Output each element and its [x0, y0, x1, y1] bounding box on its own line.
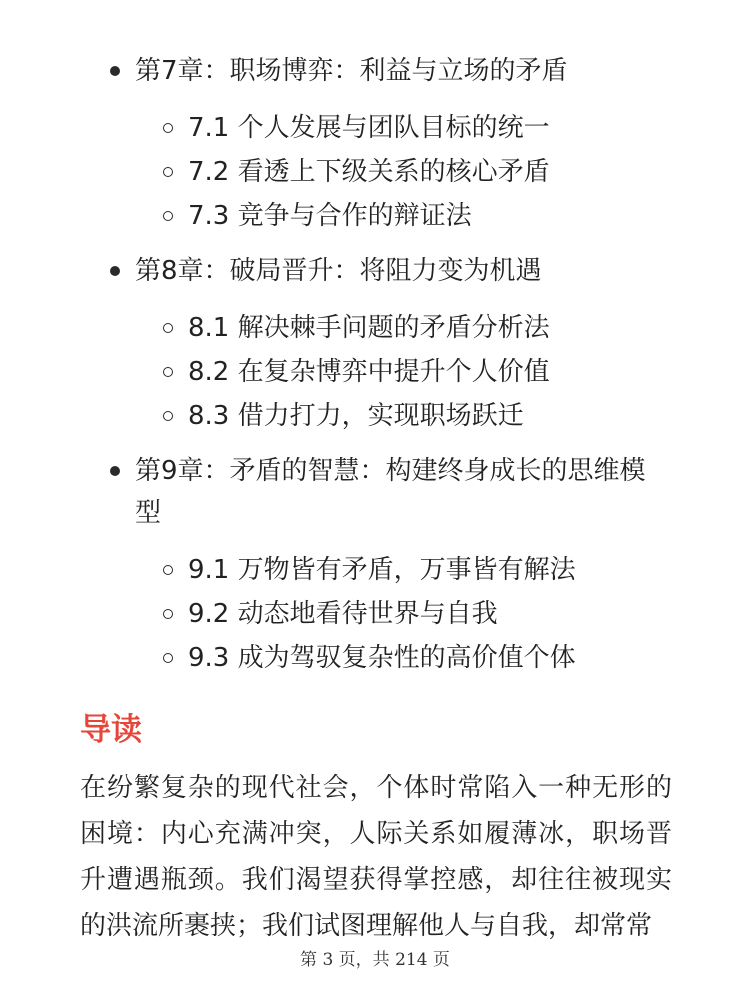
intro-paragraph: 在纷繁复杂的现代社会，个体时常陷入一种无形的困境：内心充满冲突，人际关系如履薄冰，职场晋升遭遇瓶颈。我们渴望获得掌控感，却往往被现实的洪流所裹挟；我们试图理解他人与自我，却常常 [80, 773, 672, 941]
toc-section [135, 592, 670, 636]
toc-chapter-8 [0, 250, 750, 438]
section-title: 7.2 看透上下级关系的核心矛盾 [188, 157, 550, 187]
section-title: 8.3 借力打力，实现职场跃迁 [188, 401, 524, 431]
table-of-contents [0, 50, 750, 692]
section-title: 8.1 解决棘手问题的矛盾分析法 [188, 313, 550, 343]
toc-section [135, 106, 670, 150]
section-list [135, 306, 670, 438]
bullet-icon [110, 66, 120, 76]
section-title: 7.3 竞争与合作的辩证法 [188, 201, 472, 231]
chapter-title: 第8章：破局晋升：将阻力变为机遇 [135, 256, 542, 286]
toc-section [135, 394, 670, 438]
section-title: 9.3 成为驾驭复杂性的高价值个体 [188, 643, 576, 673]
section-title: 9.1 万物皆有矛盾，万事皆有解法 [188, 555, 576, 585]
intro-heading: 导读 [80, 712, 142, 748]
section-title: 7.1 个人发展与团队目标的统一 [188, 113, 550, 143]
toc-section [135, 636, 670, 680]
section-list [135, 106, 670, 238]
hollow-bullet-icon [163, 211, 173, 221]
hollow-bullet-icon [163, 565, 173, 575]
toc-section [135, 194, 670, 238]
hollow-bullet-icon [163, 653, 173, 663]
toc-chapter-9 [0, 450, 750, 680]
bullet-icon [110, 266, 120, 276]
hollow-bullet-icon [163, 167, 173, 177]
hollow-bullet-icon [163, 323, 173, 333]
chapter-title: 第9章：矛盾的智慧：构建终身成长的思维模型 [135, 456, 646, 528]
section-list [135, 548, 670, 680]
section-title: 8.2 在复杂博弈中提升个人价值 [188, 357, 550, 387]
toc-section [135, 548, 670, 592]
hollow-bullet-icon [163, 367, 173, 377]
toc-chapter-7 [0, 50, 750, 238]
hollow-bullet-icon [163, 609, 173, 619]
toc-section [135, 306, 670, 350]
bullet-icon [110, 466, 120, 476]
chapter-title: 第7章：职场博弈：利益与立场的矛盾 [135, 56, 568, 86]
page-number-footer: 第 3 页，共 214 页 [300, 950, 450, 970]
section-title: 9.2 动态地看待世界与自我 [188, 599, 498, 629]
toc-section [135, 150, 670, 194]
toc-section [135, 350, 670, 394]
hollow-bullet-icon [163, 123, 173, 133]
hollow-bullet-icon [163, 411, 173, 421]
